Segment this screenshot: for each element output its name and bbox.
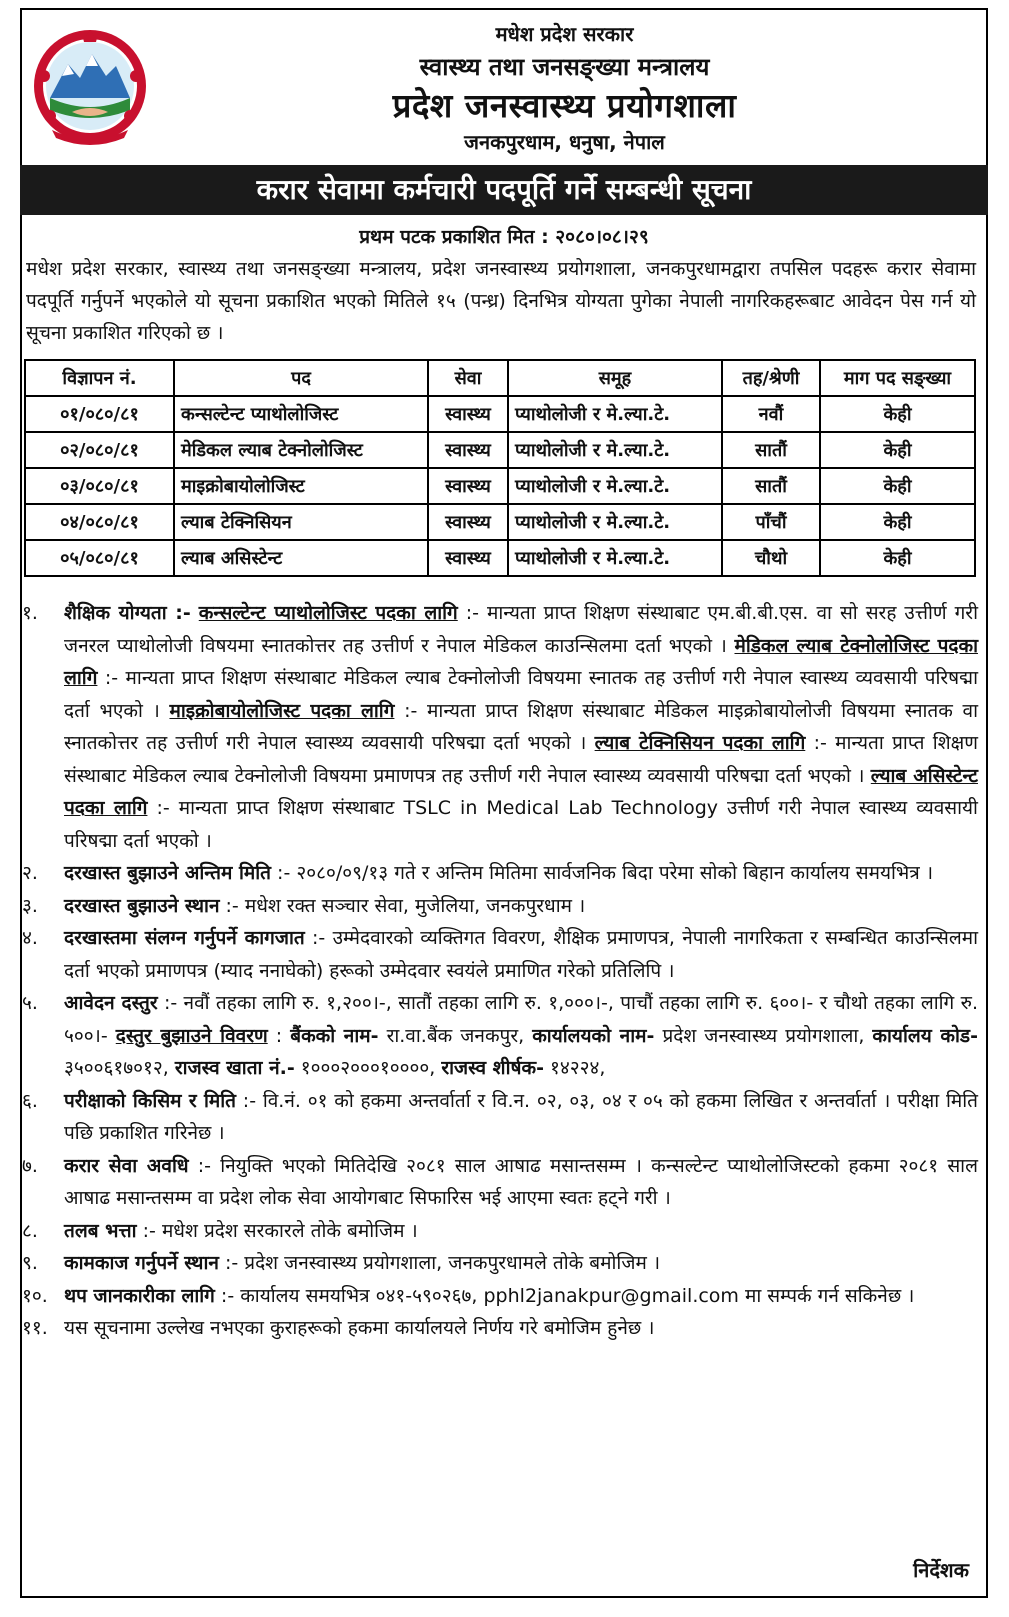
list-item (22, 1150, 978, 1215)
item-number: १. (22, 602, 38, 624)
item-label: आवेदन दस्तुर (64, 992, 158, 1014)
item-label: तलब भत्ता (64, 1219, 137, 1242)
header-government: मधेश प्रदेश सरकार (495, 22, 634, 46)
table-row (25, 468, 975, 504)
header-address: जनकपुरधाम, धनुषा, नेपाल (464, 130, 665, 154)
list-item (22, 1085, 978, 1150)
item-sublabel: दस्तुर बुझाउने विवरण (115, 1024, 268, 1047)
item-number: ४. (22, 927, 38, 949)
item-label: थप जानकारीका लागि (64, 1284, 215, 1307)
intro-paragraph: मधेश प्रदेश सरकार, स्वास्थ्य तथा जनसङ्ख्या मन्त्रालय, प्रदेश जनस्वास्थ्य प्रयोगशाला, जनकपुरधामद्वारा तपसिल पदहरू करार सेवामा पदपूर्ति गर्नुपर्ने भएकोले यो सूचना प्रकाशित भएको मितिले १५ (पन्ध्र) दिनभित्र योग्यता पुगेका नेपाली नागरिकहरूबाट आवेदन पेस गर्न यो सूचना प्रकाशित गरिएको छ । (26, 258, 976, 344)
item-number: २. (22, 862, 38, 884)
item-sublabel: माइक्रोबायोलोजिस्ट पदका लागि (169, 699, 395, 722)
bank-label: बैंकको नाम- (290, 1024, 379, 1047)
item-text: :- मान्यता प्राप्त शिक्षण संस्थाबाट मेडिकल ल्याब टेक्नोलोजी विषयमा स्नातक तह उत्तीर्ण गरी नेपाल स्वास्थ्य व्यवसायी परिषद्मा दर्ता भएको । (64, 667, 978, 722)
item-text: :- मान्यता प्राप्त शिक्षण संस्थाबाट मेडिकल माइक्रोबायोलोजी विषयमा स्नातक वा स्नातकोत्तर तह उत्तीर्ण गरी नेपाल स्वास्थ्य व्यवसायी परिषद्मा दर्ता भएको । (64, 699, 978, 754)
col-header-level: तह/श्रेणी (722, 360, 820, 396)
revenue-head-label: राजस्व शीर्षक- (441, 1057, 544, 1079)
cell-post: ल्याब असिस्टेन्ट (174, 540, 428, 576)
office-value: प्रदेश जनस्वास्थ्य प्रयोगशाला, (662, 1024, 865, 1047)
office-code-label: कार्यालय कोड- (872, 1024, 978, 1047)
bank-value: रा.वा.बैंक जनकपुर, (386, 1024, 525, 1047)
cell-group: प्याथोलोजी र मे.ल्या.टे. (508, 468, 722, 504)
cell-level: चौथो (722, 540, 820, 576)
cell-level: सातौं (722, 468, 820, 504)
item-text: :- प्रदेश जनस्वास्थ्य प्रयोगशाला, जनकपुरधामले तोके बमोजिम । (224, 1252, 661, 1274)
list-item (22, 922, 978, 987)
cell-level: सातौं (722, 432, 820, 468)
item-number: ११. (22, 1317, 48, 1339)
item-label: शैक्षिक योग्यता :- (64, 602, 191, 624)
vacancy-table (24, 359, 976, 577)
cell-post: ल्याब टेक्निसियन (174, 504, 428, 540)
list-item (22, 1247, 978, 1280)
table-header-row (25, 360, 975, 396)
item-text: :- मधेश प्रदेश सरकारले तोके बमोजिम । (142, 1219, 418, 1242)
cell-level: नवौं (722, 396, 820, 432)
item-number: ९. (22, 1252, 38, 1274)
cell-service: स्वास्थ्य (428, 468, 508, 504)
cell-group: प्याथोलोजी र मे.ल्या.टे. (508, 504, 722, 540)
conditions-list (22, 597, 978, 1345)
item-number: १०. (22, 1284, 48, 1307)
item-text: :- कार्यालय समयभित्र ०४१-५९०२६७, pphl2janakpur@gmail.com मा सम्पर्क गर्न सकिनेछ । (220, 1284, 915, 1307)
cell-ad-no: ०१/०८०/८१ (25, 396, 174, 432)
item-text: :- मान्यता प्राप्त शिक्षण संस्थाबाट TSLC in Medical Lab Technology उत्तीर्ण गरी नेपाल स्वास्थ्य व्यवसायी परिषद्मा दर्ता भएको । (64, 797, 978, 852)
cell-ad-no: ०२/०८०/८१ (25, 432, 174, 468)
publication-date: प्रथम पटक प्रकाशित मित : २०८०।०८।२९ (359, 226, 649, 248)
item-text: :- २०८०/०९/१३ गते र अन्तिम मितिमा सार्वजनिक बिदा परेमा सोको बिहान कार्यालय समयभित्र । (277, 862, 934, 884)
list-item (22, 857, 978, 890)
cell-count: केही (820, 432, 975, 468)
col-header-group: समूह (508, 360, 722, 396)
list-item (22, 1312, 978, 1345)
cell-service: स्वास्थ्य (428, 540, 508, 576)
item-text: :- मधेश रक्त सञ्चार सेवा, मुजेलिया, जनकपुरधाम । (225, 894, 586, 917)
list-item (22, 890, 978, 923)
item-number: ८. (22, 1219, 38, 1242)
cell-post: मेडिकल ल्याब टेक्नोलोजिस्ट (174, 432, 428, 468)
header-ministry: स्वास्थ्य तथा जनसङ्ख्या मन्त्रालय (419, 53, 710, 81)
cell-ad-no: ०५/०८०/८१ (25, 540, 174, 576)
cell-group: प्याथोलोजी र मे.ल्या.टे. (508, 432, 722, 468)
cell-group: प्याथोलोजी र मे.ल्या.टे. (508, 540, 722, 576)
col-header-service: सेवा (428, 360, 508, 396)
notice-title: करार सेवामा कर्मचारी पदपूर्ति गर्ने सम्बन्धी सूचना (20, 165, 988, 215)
item-text: :- मान्यता प्राप्त शिक्षण संस्थाबाट मेडिकल ल्याब टेक्नोलोजी विषयमा प्रमाणपत्र तह उत्तीर्ण गरी नेपाल स्वास्थ्य व्यवसायी परिषद्मा दर्ता भएको । (64, 732, 979, 787)
header-office: प्रदेश जनस्वास्थ्य प्रयोगशाला (392, 86, 737, 125)
revenue-head-value: १४२२४, (550, 1057, 606, 1079)
cell-count: केही (820, 468, 975, 504)
revenue-account-value: १०००२०००१००००, (300, 1057, 436, 1079)
item-sublabel: ल्याब असिस्टेन्ट पदका लागि (64, 764, 978, 819)
cell-service: स्वास्थ्य (428, 396, 508, 432)
cell-level: पाँचौं (722, 504, 820, 540)
cell-ad-no: ०४/०८०/८१ (25, 504, 174, 540)
item-number: ७. (22, 1154, 38, 1177)
item-label: दरखास्तमा संलग्न गर्नुपर्ने कागजात (64, 927, 305, 949)
list-item (22, 597, 978, 857)
cell-post: माइक्रोबायोलोजिस्ट (174, 468, 428, 504)
item-number: ५. (22, 992, 38, 1014)
table-row (25, 540, 975, 576)
item-text: यस सूचनामा उल्लेख नभएका कुराहरूको हकमा कार्यालयले निर्णय गरे बमोजिम हुनेछ । (64, 1317, 655, 1339)
list-item (22, 987, 978, 1085)
col-header-count: माग पद सङ्ख्या (820, 360, 975, 396)
cell-ad-no: ०३/०८०/८१ (25, 468, 174, 504)
cell-group: प्याथोलोजी र मे.ल्या.टे. (508, 396, 722, 432)
revenue-account-label: राजस्व खाता नं.- (174, 1057, 295, 1079)
item-label: कामकाज गर्नुपर्ने स्थान (64, 1252, 219, 1274)
item-sublabel: मेडिकल ल्याब टेक्नोलोजिस्ट पदका लागि (64, 634, 978, 689)
item-label: करार सेवा अवधि (64, 1154, 189, 1177)
item-text: :- मान्यता प्राप्त शिक्षण संस्थाबाट एम.बी.बी.एस. वा सो सरह उत्तीर्ण गरी जनरल प्याथोलोजी विषयमा स्नातकोत्तर तह उत्तीर्ण र नेपाल मेडिकल काउन्सिलमा दर्ता भएको । (64, 602, 978, 657)
item-label: दरखास्त बुझाउने स्थान (64, 894, 220, 917)
item-number: ६. (22, 1089, 38, 1112)
cell-post: कन्सल्टेन्ट प्याथोलोजिस्ट (174, 396, 428, 432)
item-text: :- नियुक्ति भएको मितिदेखि २०८१ साल आषाढ मसान्तसम्म । कन्सल्टेन्ट प्याथोलोजिस्टको हकमा २०८१ साल आषाढ मसान्तसम्म वा प्रदेश लोक सेवा आयोगबाट सिफारिस भई आएमा स्वतः हट्ने गरी । (64, 1154, 978, 1209)
list-item (22, 1215, 978, 1248)
col-header-ad-no: विज्ञापन नं. (25, 360, 174, 396)
item-text: :- उम्मेदवारको व्यक्तिगत विवरण, शैक्षिक प्रमाणपत्र, नेपाली नागरिकता र सम्बन्धित काउन्सिलमा दर्ता भएको प्रमाणपत्र (म्याद ननाघेको) हरूको उम्मेदवार स्वयंले प्रमाणित गरेको प्रतिलिपि । (64, 927, 978, 982)
office-label: कार्यालयको नाम- (532, 1024, 655, 1047)
nepal-emblem-icon (30, 26, 150, 146)
item-text: : (275, 1024, 283, 1047)
item-label: दरखास्त बुझाउने अन्तिम मिति (64, 862, 271, 884)
item-label: परीक्षाको किसिम र मिति (64, 1089, 237, 1112)
item-text: :- वि.नं. ०१ को हकमा अन्तर्वार्ता र वि.न. ०२, ०३, ०४ र ०५ को हकमा लिखित र अन्तर्वार्ता । परीक्षा मिति पछि प्रकाशित गरिनेछ । (64, 1089, 978, 1144)
table-row (25, 432, 975, 468)
office-code-value: ३५००६१७०१२, (64, 1057, 169, 1079)
cell-count: केही (820, 504, 975, 540)
item-sublabel: कन्सल्टेन्ट प्याथोलोजिस्ट पदका लागि (198, 602, 458, 624)
table-row (25, 504, 975, 540)
table-row (25, 396, 975, 432)
item-sublabel: ल्याब टेक्निसियन पदका लागि (594, 732, 806, 754)
cell-count: केही (820, 540, 975, 576)
item-text: :- नवौं तहका लागि रु. १,२००।-, सातौं तहका लागि रु. १,०००।-, पाचौं तहका लागि रु. ६००।- र चौथो तहका लागि रु. ५००।- (64, 992, 978, 1047)
cell-service: स्वास्थ्य (428, 504, 508, 540)
list-item (22, 1280, 978, 1313)
cell-count: केही (820, 396, 975, 432)
item-number: ३. (22, 894, 38, 917)
cell-service: स्वास्थ्य (428, 432, 508, 468)
signature-title: निर्देशक (913, 1558, 969, 1582)
col-header-post: पद (174, 360, 428, 396)
